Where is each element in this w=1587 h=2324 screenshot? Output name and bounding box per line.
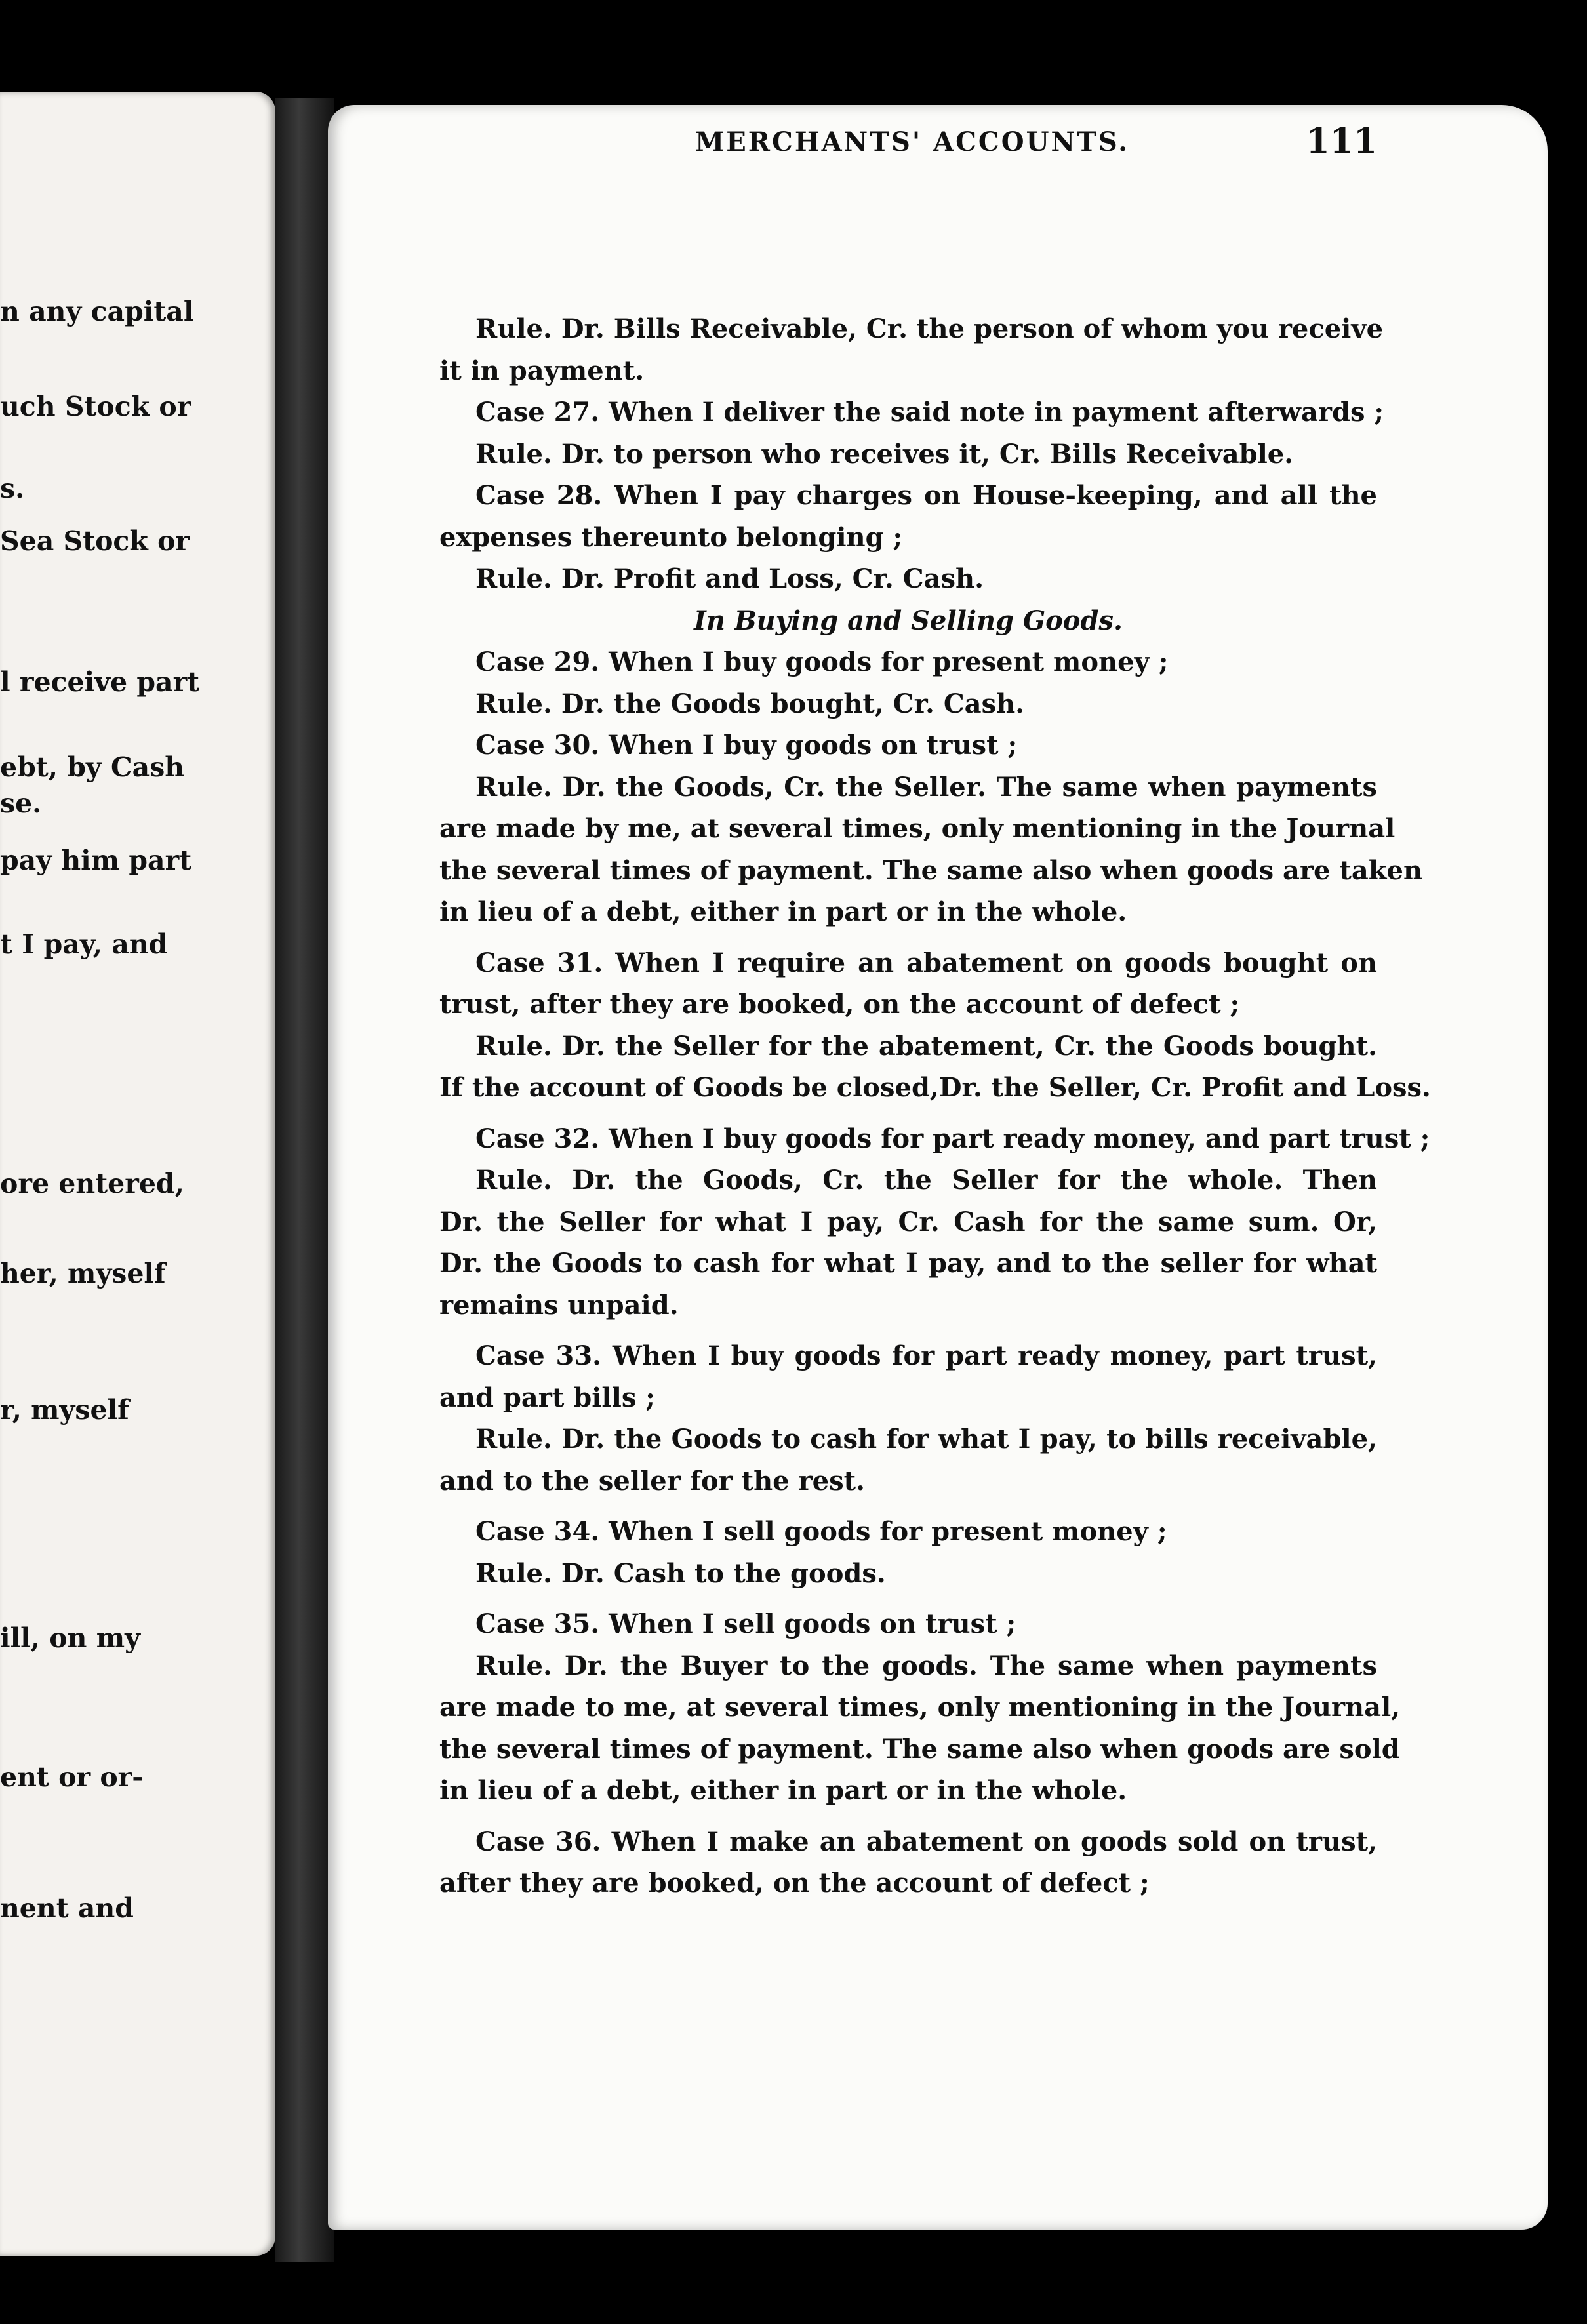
text-line: Dr. the Goods to cash for what I pay, and to the seller for what <box>439 1248 1377 1279</box>
text-line: Case 30. When I buy goods on trust ; <box>475 730 1018 761</box>
page-body <box>439 308 1431 1904</box>
text-line: Rule. Dr. the Buyer to the goods. The same when payments <box>475 1650 1377 1681</box>
page-header <box>695 121 1377 161</box>
text-line: Rule. Dr. the Seller for the abatement, Cr. the Goods bought. <box>475 1030 1377 1062</box>
text-line: after they are booked, on the account of defect ; <box>439 1868 1150 1898</box>
text-line: and part bills ; <box>439 1382 656 1413</box>
text-line: Rule. Dr. the Goods, Cr. the Seller. The same when payments <box>475 771 1377 803</box>
text-line: If the account of Goods be closed,Dr. the Seller, Cr. Profit and Loss. <box>439 1072 1431 1103</box>
left-page-fragment: Sea Stock or <box>0 525 190 557</box>
text-line: Rule. Dr. the Goods to cash for what I pay, to bills receivable, <box>475 1424 1377 1454</box>
text-line: are made by me, at several times, only mentioning in the Journal <box>439 813 1396 844</box>
left-page-fragment: t I pay, and <box>0 929 168 960</box>
text-line: Rule. Dr. the Goods bought, Cr. Cash. <box>475 688 1025 719</box>
paragraph-gap <box>439 1594 1377 1603</box>
text-line: Case 32. When I buy goods for part ready money, and part trust ; <box>475 1123 1430 1154</box>
text-line: Case 33. When I buy goods for part ready money, part trust, <box>475 1340 1377 1371</box>
text-line: remains unpaid. <box>439 1289 679 1321</box>
left-page-fragment: uch Stock or <box>0 391 191 422</box>
left-page-fragment: l receive part <box>0 666 200 698</box>
left-page-fragment: her, myself <box>0 1258 166 1289</box>
paragraph-gap <box>439 1109 1377 1118</box>
text-line: Case 35. When I sell goods on trust ; <box>475 1609 1016 1639</box>
text-line: Rule. Dr. the Goods, Cr. the Seller for the whole. Then <box>475 1165 1377 1195</box>
text-line: the several times of payment. The same also when goods are taken <box>439 854 1423 886</box>
text-line: expenses thereunto belonging ; <box>439 521 903 553</box>
left-page-fragment: ore entered, <box>0 1168 184 1199</box>
text-line: Case 36. When I make an abatement on goods sold on trust, <box>475 1826 1377 1857</box>
text-line: it in payment. <box>439 355 645 386</box>
text-line: Case 28. When I pay charges on House-keeping, and all the <box>475 480 1377 511</box>
section-heading: In Buying and Selling Goods. <box>694 605 1123 636</box>
left-page-fragment: ebt, by Cash <box>0 751 185 783</box>
text-line: Case 31. When I require an abatement on goods bought on <box>475 947 1377 978</box>
left-page-fragment: nent and <box>0 1893 134 1924</box>
left-page-fragment: s. <box>0 473 25 504</box>
left-page-fragment: ill, on my <box>0 1622 140 1654</box>
left-page-fragment: n any capital <box>0 296 194 327</box>
text-line: Rule. Dr. Cash to the goods. <box>475 1557 886 1589</box>
paragraph-gap <box>439 1502 1377 1511</box>
text-line: Case 29. When I buy goods for present money ; <box>475 647 1169 677</box>
text-line: in lieu of a debt, either in part or in the whole. <box>439 1775 1127 1806</box>
text-line: Rule. Dr. Profit and Loss, Cr. Cash. <box>475 563 984 594</box>
left-page-fragment: se. <box>0 788 42 819</box>
text-line: Rule. Dr. Bills Receivable, Cr. the person of whom you receive <box>475 313 1384 344</box>
page-number: 111 <box>1306 121 1377 161</box>
paragraph-gap <box>439 933 1377 942</box>
text-line: Case 34. When I sell goods for present money ; <box>475 1516 1167 1547</box>
text-line: the several times of payment. The same also when goods are sold <box>439 1733 1400 1765</box>
book-gutter <box>275 98 334 2262</box>
paragraph-gap <box>439 1326 1377 1335</box>
text-line: trust, after they are booked, on the account of defect ; <box>439 989 1240 1020</box>
text-line: in lieu of a debt, either in part or in the whole. <box>439 896 1127 927</box>
left-page-fragment: ent or or- <box>0 1761 144 1793</box>
text-line: Dr. the Seller for what I pay, Cr. Cash for the same sum. Or, <box>439 1206 1377 1237</box>
left-page-fragment: pay him part <box>0 845 192 876</box>
paragraph-gap <box>439 1812 1377 1821</box>
text-line: Rule. Dr. to person who receives it, Cr. Bills Receivable. <box>475 438 1294 470</box>
running-head: MERCHANTS' ACCOUNTS. <box>695 127 1130 157</box>
text-line: and to the seller for the rest. <box>439 1465 865 1496</box>
left-page-fragment: r, myself <box>0 1394 129 1426</box>
text-line: Case 27. When I deliver the said note in payment afterwards ; <box>475 397 1384 428</box>
text-line: are made to me, at several times, only mentioning in the Journal, <box>439 1692 1401 1723</box>
